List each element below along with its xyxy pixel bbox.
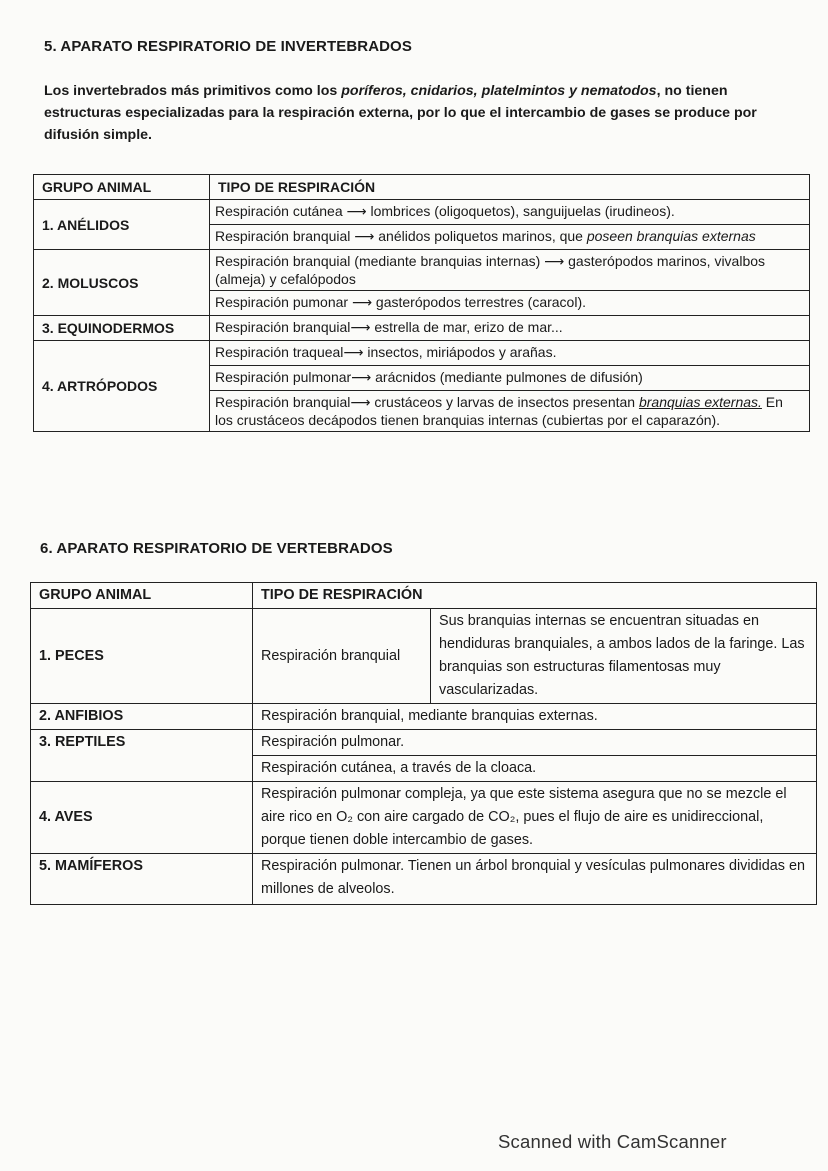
header-respiration-type: TIPO DE RESPIRACIÓN (253, 583, 817, 609)
table-row (34, 250, 810, 291)
cell-text: Respiración branquial⟶ crustáceos y larvas de insectos presentan (215, 394, 639, 410)
table-row (31, 583, 817, 609)
moluscos-pulmonar: Respiración pumonar ⟶ gasterópodos terrestres (caracol). (210, 291, 810, 316)
reptiles-cutanea: Respiración cutánea, a través de la cloaca. (253, 756, 817, 782)
table-row (31, 730, 817, 756)
table-row (31, 609, 817, 704)
group-equinodermos: 3. EQUINODERMOS (34, 316, 210, 341)
anelidos-cutanea: Respiración cutánea ⟶ lombrices (oligoquetos), sanguijuelas (irudineos). (210, 200, 810, 225)
cell-text: Respiración branquial ⟶ anélidos poliquetos marinos, que (215, 228, 587, 244)
camscanner-footer: Scanned with CamScanner (498, 1131, 727, 1152)
group-anfibios: 2. ANFIBIOS (31, 704, 253, 730)
group-aves: 4. AVES (31, 782, 253, 854)
group-peces: 1. PECES (31, 609, 253, 704)
invertebrates-table (33, 174, 810, 432)
table-row (31, 854, 817, 905)
section5-intro (44, 80, 784, 146)
mamiferos-type: Respiración pulmonar. Tienen un árbol bronquial y vesículas pulmonares divididas en millones de alveolos. (253, 854, 817, 905)
cell-underlined: branquias externas. (638, 394, 762, 410)
header-group-animal: GRUPO ANIMAL (31, 583, 253, 609)
table-row (31, 782, 817, 854)
section6-title: 6. APARATO RESPIRATORIO DE VERTEBRADOS (40, 540, 393, 557)
cell-italic: poseen branquias externas (586, 228, 756, 244)
aves-type: Respiración pulmonar compleja, ya que este sistema asegura que no se mezcle el aire rico en O₂ con aire cargado de CO₂, pues el flujo de aire es unidireccional, porque tienen doble intercambio de gases. (253, 782, 817, 854)
anfibios-type: Respiración branquial, mediante branquias externas. (253, 704, 817, 730)
artropodos-traqueal: Respiración traqueal⟶ insectos, miriápodos y arañas. (210, 341, 810, 366)
intro-text-1: Los invertebrados más primitivos como los (44, 83, 342, 99)
table-row (34, 316, 810, 341)
group-anelidos: 1. ANÉLIDOS (34, 200, 210, 250)
cell-text: En los crustáceos decápodos tienen branquias internas (cubiertas por el caparazón). (215, 394, 783, 428)
header-group-animal: GRUPO ANIMAL (34, 175, 210, 200)
table-row (34, 341, 810, 366)
intro-italic-groups: poríferos, cnidarios, platelmintos y nematodos (341, 83, 657, 99)
section5-title: 5. APARATO RESPIRATORIO DE INVERTEBRADOS (44, 38, 412, 55)
table-row (34, 200, 810, 225)
peces-detail: Sus branquias internas se encuentran situadas en hendiduras branquiales, a ambos lados de la faringe. Las branquias son estructuras filamentosas muy vascularizadas. (431, 609, 817, 704)
moluscos-branquial: Respiración branquial (mediante branquias internas) ⟶ gasterópodos marinos, vivalbos (almeja) y cefalópodos (210, 250, 810, 291)
artropodos-pulmonar: Respiración pulmonar⟶ arácnidos (mediante pulmones de difusión) (210, 366, 810, 391)
reptiles-pulmonar: Respiración pulmonar. (253, 730, 817, 756)
table-row (34, 175, 810, 200)
table-row (31, 704, 817, 730)
peces-type: Respiración branquial (253, 609, 431, 704)
artropodos-branquial (210, 391, 810, 432)
group-moluscos: 2. MOLUSCOS (34, 250, 210, 316)
vertebrates-table (30, 582, 817, 905)
anelidos-branquial (210, 225, 810, 250)
equinodermos-branquial: Respiración branquial⟶ estrella de mar, erizo de mar... (210, 316, 810, 341)
group-reptiles: 3. REPTILES (31, 730, 253, 782)
group-artropodos: 4. ARTRÓPODOS (34, 341, 210, 432)
intro-text-2: , no tienen estructuras especializadas para la respiración externa, por lo que el intercambio de gases se produce por difusión simple. (44, 83, 757, 143)
header-respiration-type: TIPO DE RESPIRACIÓN (210, 175, 810, 200)
group-mamiferos: 5. MAMÍFEROS (31, 854, 253, 905)
